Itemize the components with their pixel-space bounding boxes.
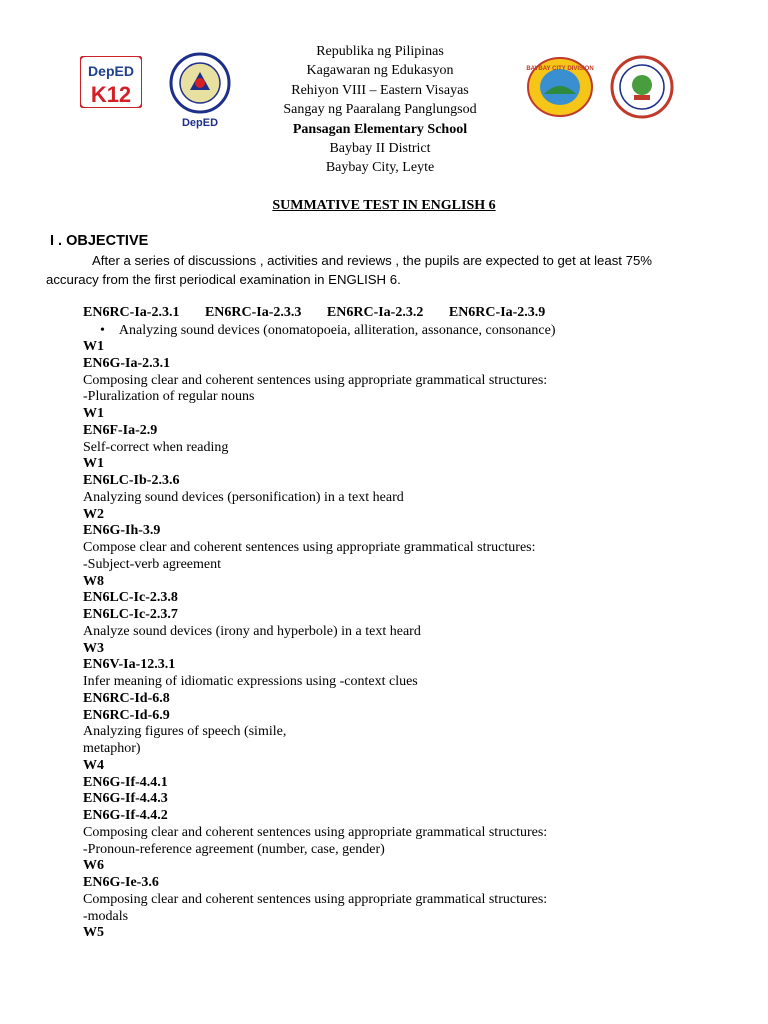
- competency-code-line: W1: [83, 339, 104, 354]
- competency-code-line: EN6RC-Id-6.8: [83, 690, 170, 706]
- competency-code-line: EN6RC-Id-6.9: [83, 707, 170, 723]
- competency-code-line: EN6G-If-4.4.1: [83, 774, 168, 790]
- competency-code-line: EN6G-Ih-3.9: [83, 523, 161, 539]
- competency-description-line: -Pronoun-reference agreement (number, case, gender): [83, 841, 385, 857]
- competency-code: EN6RC-Ia-2.3.3: [204, 305, 302, 320]
- competency-description-line: Self-correct when reading: [83, 439, 229, 455]
- competency-code-line: W1: [83, 406, 104, 421]
- header-department: Kagawaran ng Edukasyon: [306, 63, 454, 79]
- header-school: Pansagan Elementary School: [292, 121, 468, 137]
- competency-code-line: W4: [83, 757, 104, 773]
- competency-code: EN6RC-Ia-2.3.2: [326, 305, 424, 320]
- competency-codes-row: [83, 304, 567, 321]
- header-region: Rehiyon VIII – Eastern Visayas: [291, 82, 469, 98]
- competency-code-line: EN6G-Ia-2.3.1: [83, 355, 171, 371]
- header-country: Republika ng Pilipinas: [316, 44, 444, 59]
- district-seal-logo: [610, 55, 674, 119]
- competency-code-line: EN6LC-Ic-2.3.8: [83, 590, 178, 606]
- competency-code-line: EN6F-Ia-2.9: [83, 422, 158, 438]
- baybay-division-logo: [526, 56, 594, 118]
- letterhead: [230, 42, 530, 178]
- objective-text: After a series of discussions , activities and reviews , the pupils are expected to get at least 75% accuracy from the first periodical examination in ENGLISH 6.: [46, 253, 653, 287]
- header-division: Sangay ng Paaralang Panglungsod: [283, 102, 477, 118]
- competency-description-line: Analyze sound devices (irony and hyperbole) in a text heard: [83, 623, 421, 639]
- deped-seal-logo: [165, 52, 235, 130]
- competency-description-line: -modals: [83, 908, 129, 924]
- competency-code-line: W2: [83, 506, 104, 522]
- objective-paragraph: [46, 251, 706, 289]
- competency-code-line: W8: [83, 573, 104, 589]
- objective-heading: I . OBJECTIVE: [50, 233, 149, 249]
- competency-code-line: EN6LC-Ib-2.3.6: [83, 473, 180, 488]
- competency-description-line: Compose clear and coherent sentences using appropriate grammatical structures:: [83, 540, 536, 555]
- bullet-text: Analyzing sound devices (onomatopoeia, alliteration, assonance, consonance): [118, 323, 556, 338]
- competency-description-line: metaphor): [83, 741, 141, 756]
- bullet-icon: •: [100, 323, 105, 338]
- competency-description-line: -Pluralization of regular nouns: [83, 389, 255, 405]
- k12-logo-text: K12: [90, 82, 132, 107]
- competency-code-line: EN6G-If-4.4.3: [83, 791, 168, 807]
- document-title: SUMMATIVE TEST IN ENGLISH 6: [272, 198, 496, 213]
- competency-description-line: Analyzing figures of speech (simile,: [83, 724, 287, 740]
- competency-description-line: Infer meaning of idiomatic expressions using -context clues: [83, 674, 418, 689]
- deped-seal-text: DepED: [181, 117, 219, 129]
- bullet-item: [100, 322, 555, 339]
- header-district: Baybay II District: [329, 141, 431, 157]
- deped-k12-logo: [80, 56, 142, 108]
- competency-code-line: EN6LC-Ic-2.3.7: [83, 607, 178, 622]
- competency-description-line: -Subject-verb agreement: [83, 556, 221, 572]
- competency-description-line: Composing clear and coherent sentences using appropriate grammatical structures:: [83, 891, 548, 907]
- header-city: Baybay City, Leyte: [325, 160, 435, 176]
- competency-code-line: EN6G-If-4.4.2: [83, 808, 168, 823]
- competency-code: EN6RC-Ia-2.3.1: [83, 305, 180, 320]
- competency-code-line: EN6V-Ia-12.3.1: [83, 657, 176, 673]
- competency-description-line: Composing clear and coherent sentences using appropriate grammatical structures:: [83, 372, 548, 388]
- competency-code-line: W1: [83, 456, 104, 472]
- competency-description-line: Analyzing sound devices (personification) in a text heard: [83, 489, 404, 505]
- competency-code-line: EN6G-Ie-3.6: [83, 875, 159, 890]
- division-logo-text: BAYBAY CITY DIVISION: [526, 66, 594, 72]
- competency-code-line: W6: [83, 858, 104, 874]
- competency-code-line: W3: [83, 640, 104, 656]
- competency-code-line: W5: [83, 925, 104, 941]
- competency-code: EN6RC-Ia-2.3.9: [448, 305, 546, 320]
- deped-logo-text: DepED: [88, 63, 134, 79]
- competency-description-line: Composing clear and coherent sentences using appropriate grammatical structures:: [83, 824, 548, 840]
